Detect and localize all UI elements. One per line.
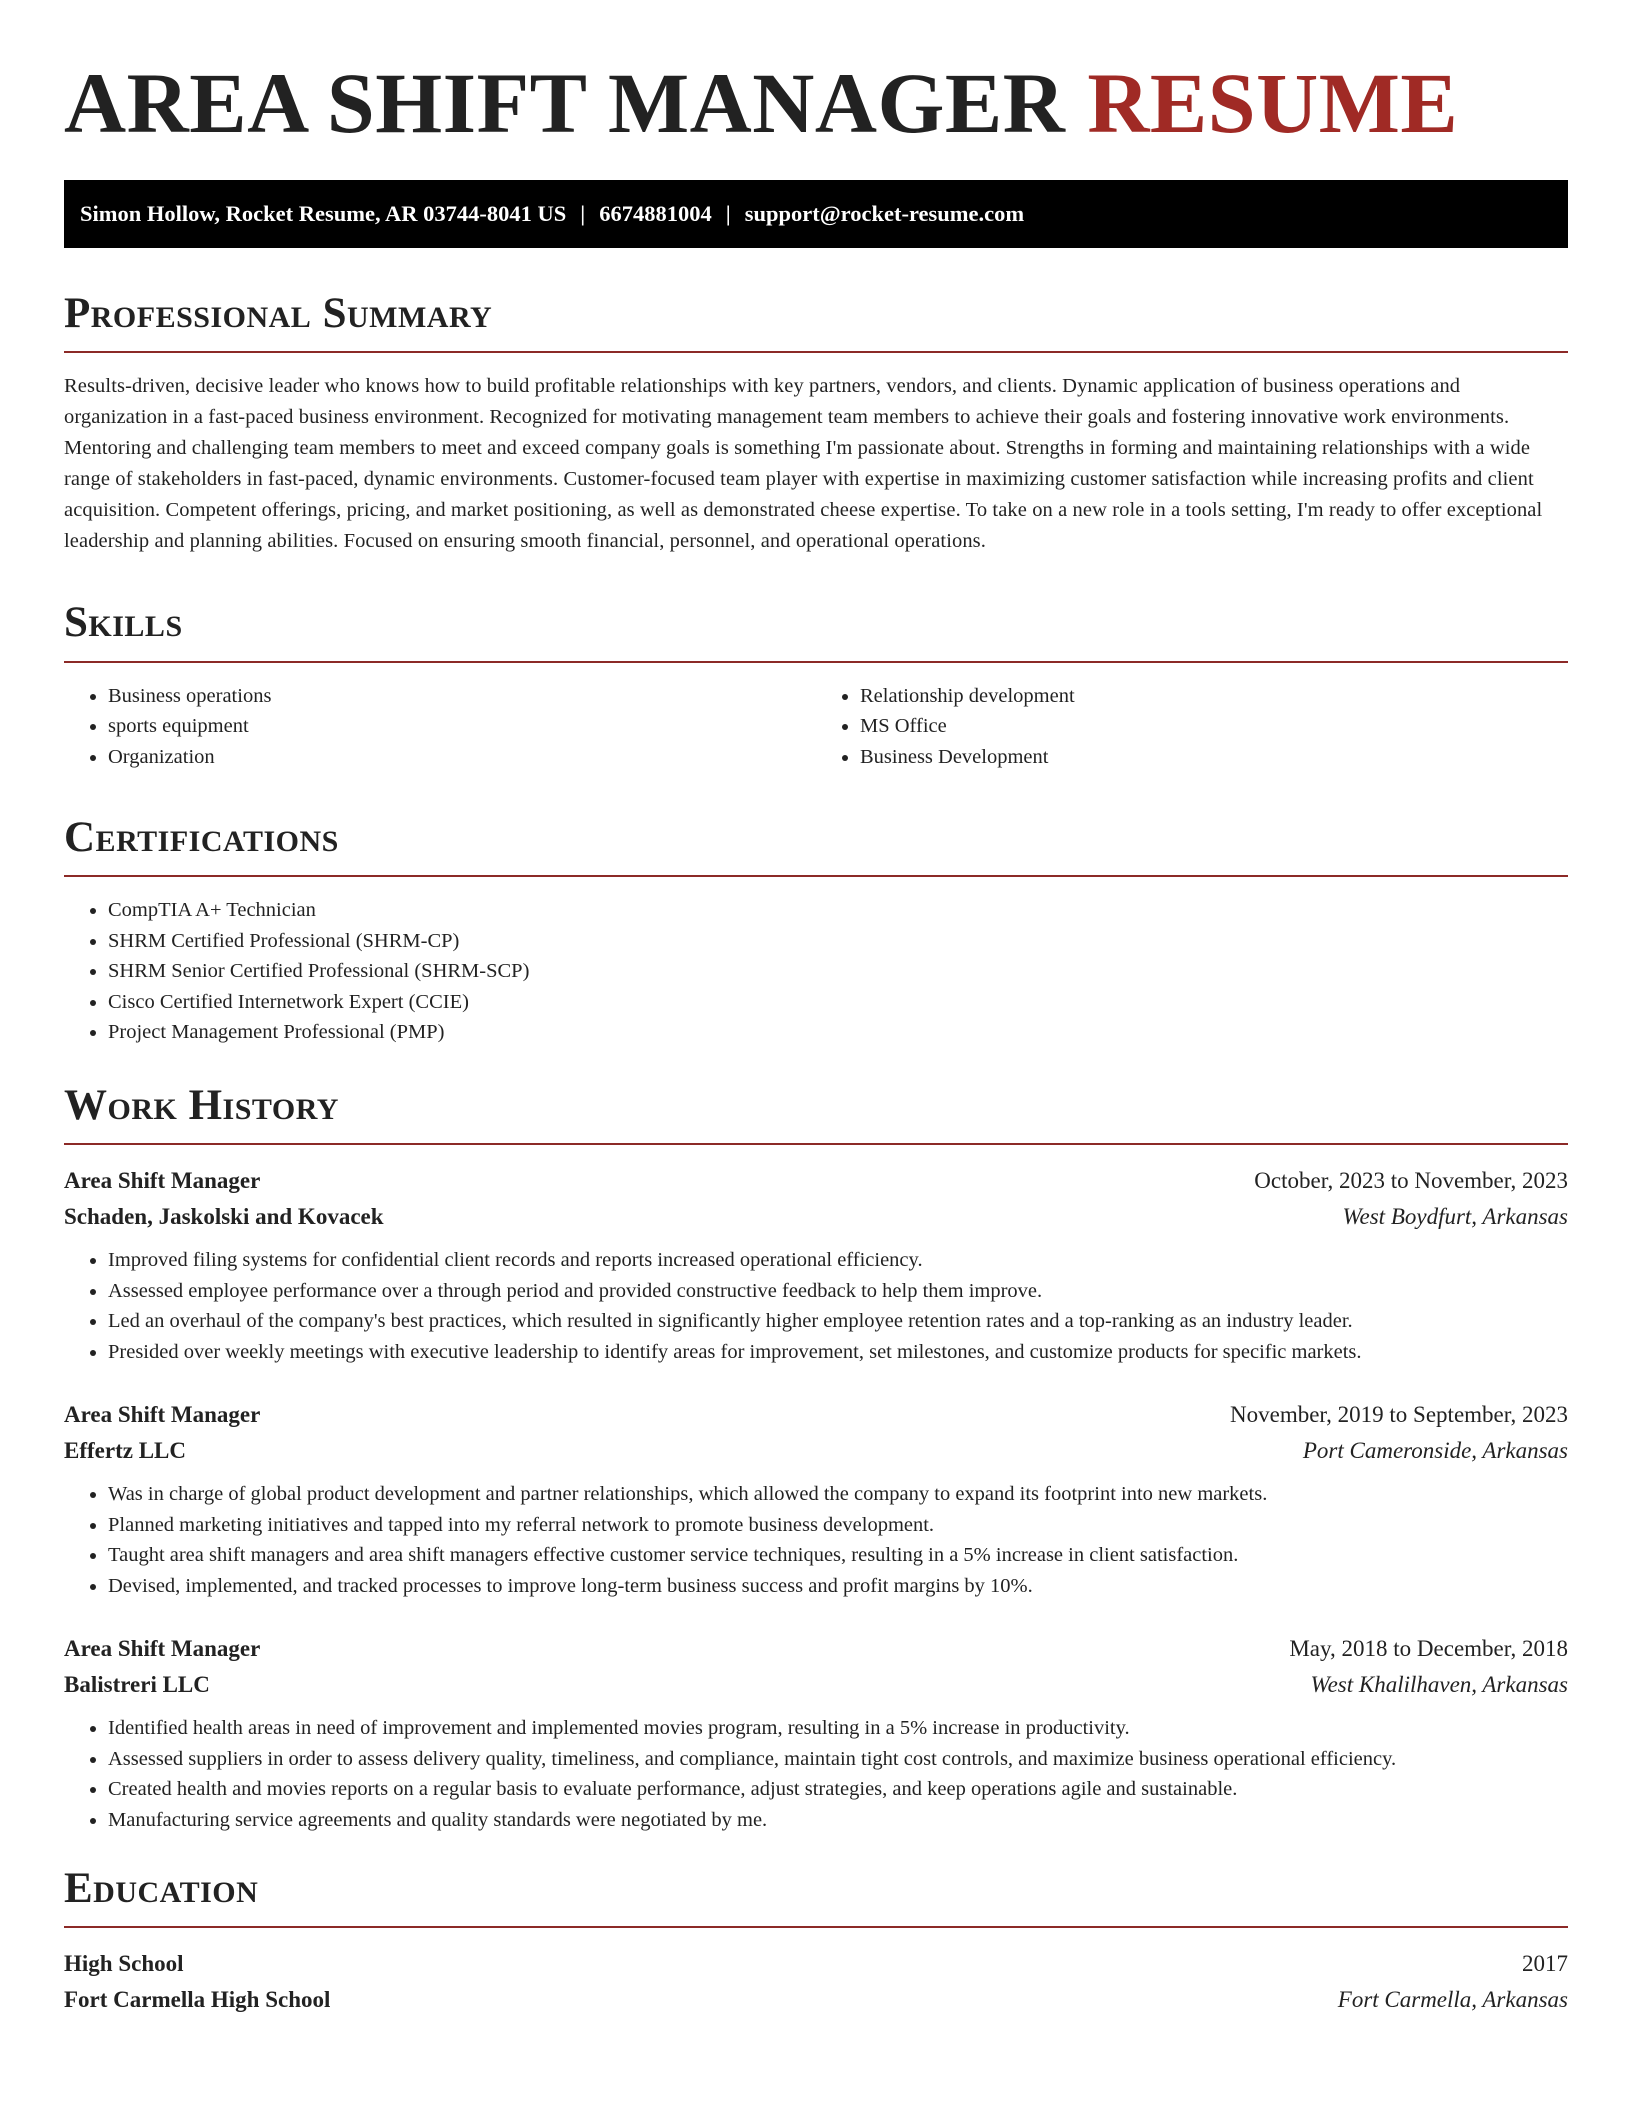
certification-item: • Cisco Certified Internetwork Expert (CCIE) <box>108 987 1568 1018</box>
job-entry <box>64 1397 1568 1601</box>
job-bullets <box>64 1713 1568 1835</box>
job-location: Port Cameronside, Arkansas <box>1302 1438 1568 1464</box>
skills-list-left <box>64 681 816 773</box>
contact-email: support@rocket-resume.com <box>744 201 1025 226</box>
job-bullet: • Created health and movies reports on a regular basis to evaluate performance, adjust strategies, and keep operations agile and sustainable. <box>108 1774 1568 1805</box>
education-degree-row <box>64 1946 1568 1982</box>
section-divider <box>64 351 1568 353</box>
section-divider <box>64 1143 1568 1145</box>
certifications-section <box>64 814 1568 1048</box>
skill-item: • Relationship development <box>860 681 1568 712</box>
job-entry <box>64 1163 1568 1367</box>
job-title: Area Shift Manager <box>64 1402 261 1428</box>
contact-bar <box>64 180 1568 248</box>
education-year: 2017 <box>1522 1951 1568 1977</box>
job-bullets <box>64 1479 1568 1601</box>
job-company: Effertz LLC <box>64 1438 186 1464</box>
job-bullet: • Taught area shift managers and area shift managers effective customer service techniques, resulting in a 5% increase in client satisfaction. <box>108 1540 1568 1571</box>
section-divider <box>64 875 1568 877</box>
job-bullet: • Assessed employee performance over a through period and provided constructive feedback to help them improve. <box>108 1276 1568 1307</box>
job-bullet: • Manufacturing service agreements and quality standards were negotiated by me. <box>108 1805 1568 1836</box>
title-main: AREA SHIFT MANAGER <box>64 55 1066 151</box>
skill-item: • sports equipment <box>108 711 816 742</box>
contact-separator: | <box>725 201 731 226</box>
job-company: Balistreri LLC <box>64 1672 210 1698</box>
skills-columns <box>64 681 1568 773</box>
skill-item: • Organization <box>108 742 816 773</box>
education-location: Fort Carmella, Arkansas <box>1337 1987 1568 2013</box>
job-bullet: • Was in charge of global product development and partner relationships, which allowed the company to expand its footprint into new markets. <box>108 1479 1568 1510</box>
job-company-row <box>64 1433 1568 1469</box>
skills-list-right <box>816 681 1568 773</box>
job-bullets <box>64 1245 1568 1367</box>
summary-text: Results-driven, decisive leader who knows how to build profitable relationships with key partners, vendors, and clients. Dynamic application of business operations and organization in a fast-paced business environment. Recognized for motivating management team members to achieve their goals and fostering innovative work environments. Mentoring and challenging team members to meet and exceed company goals is something I'm passionate about. Strengths in forming and maintaining relationships with a wide range of stakeholders in fast-paced, dynamic environments. Customer-focused team player with expertise in maximizing customer satisfaction while increasing profits and client acquisition. Competent offerings, pricing, and market positioning, as well as demonstrated cheese expertise. To take on a new role in a tools setting, I'm ready to offer exceptional leadership and planning abilities. Focused on ensuring smooth financial, personnel, and operational operations. <box>64 375 1543 553</box>
job-company-row <box>64 1667 1568 1703</box>
job-bullet: • Identified health areas in need of improvement and implemented movies program, resulting in a 5% increase in productivity. <box>108 1713 1568 1744</box>
certification-item: • SHRM Senior Certified Professional (SHRM-SCP) <box>108 956 1568 987</box>
job-title-row <box>64 1163 1568 1199</box>
education-degree: High School <box>64 1951 184 1977</box>
job-bullet: • Presided over weekly meetings with executive leadership to identify areas for improvement, set milestones, and customize products for specific markets. <box>108 1337 1568 1368</box>
contact-separator: | <box>580 201 586 226</box>
job-bullet: • Improved filing systems for confidential client records and reports increased operational efficiency. <box>108 1245 1568 1276</box>
certification-item: • SHRM Certified Professional (SHRM-CP) <box>108 926 1568 957</box>
section-heading: Work History <box>64 1081 339 1129</box>
job-bullet: • Led an overhaul of the company's best practices, which resulted in significantly higher employee retention rates and a top-ranking as an industry leader. <box>108 1306 1568 1337</box>
section-divider <box>64 661 1568 663</box>
skill-item: • Business operations <box>108 681 816 712</box>
skills-section <box>64 599 1568 772</box>
job-entry <box>64 1631 1568 1835</box>
section-heading: Certifications <box>64 814 339 862</box>
job-dates: May, 2018 to December, 2018 <box>1289 1636 1568 1662</box>
contact-phone: 6674881004 <box>599 201 712 226</box>
job-title: Area Shift Manager <box>64 1636 261 1662</box>
skill-item: • MS Office <box>860 711 1568 742</box>
section-heading: Professional Summary <box>64 290 493 337</box>
certification-item: • CompTIA A+ Technician <box>108 895 1568 926</box>
title-accent: RESUME <box>1087 55 1459 151</box>
section-heading: Skills <box>64 599 183 647</box>
job-company-row <box>64 1199 1568 1235</box>
certification-item: • Project Management Professional (PMP) <box>108 1017 1568 1048</box>
job-title-row <box>64 1631 1568 1667</box>
work-history-section <box>64 1082 1568 1835</box>
job-dates: October, 2023 to November, 2023 <box>1254 1168 1568 1194</box>
job-bullet: • Assessed suppliers in order to assess delivery quality, timeliness, and compliance, maintain tight cost controls, and maximize business operational efficiency. <box>108 1744 1568 1775</box>
education-school-row <box>64 1982 1568 2018</box>
skill-item: • Business Development <box>860 742 1568 773</box>
job-title: Area Shift Manager <box>64 1168 261 1194</box>
job-company: Schaden, Jaskolski and Kovacek <box>64 1204 384 1230</box>
job-location: West Boydfurt, Arkansas <box>1342 1204 1568 1230</box>
certifications-list <box>64 895 1568 1048</box>
resume-title <box>64 55 1568 151</box>
job-bullet: • Devised, implemented, and tracked processes to improve long-term business success and profit margins by 10%. <box>108 1571 1568 1602</box>
section-divider <box>64 1926 1568 1928</box>
job-bullet: • Planned marketing initiatives and tapped into my referral network to promote business development. <box>108 1510 1568 1541</box>
section-heading: Education <box>64 1865 259 1913</box>
education-school: Fort Carmella High School <box>64 1987 331 2013</box>
job-title-row <box>64 1397 1568 1433</box>
job-dates: November, 2019 to September, 2023 <box>1230 1402 1568 1428</box>
summary-section <box>64 290 1568 557</box>
education-section <box>64 1865 1568 2018</box>
job-location: West Khalilhaven, Arkansas <box>1310 1672 1568 1698</box>
contact-address: Simon Hollow, Rocket Resume, AR 03744-8041 US <box>80 201 567 226</box>
